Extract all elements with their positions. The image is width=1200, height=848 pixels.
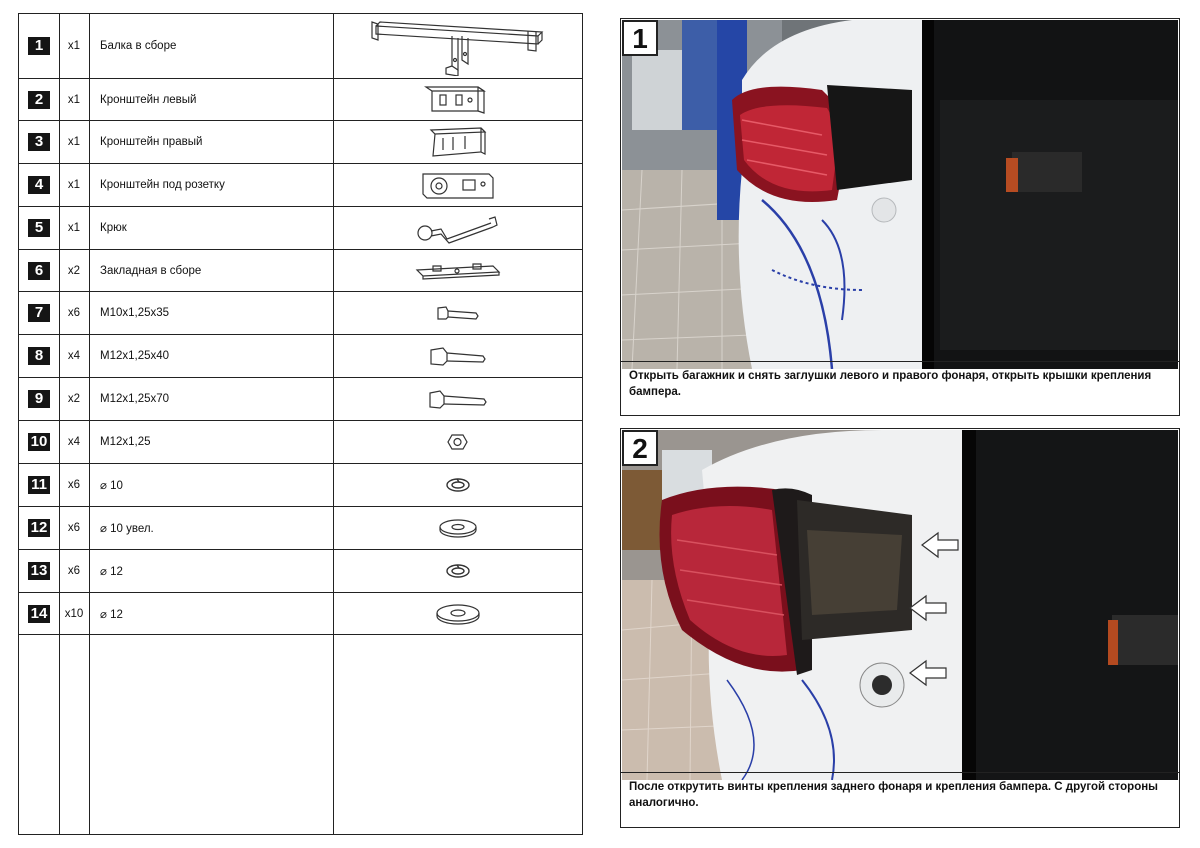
part-name: M12x1,25x70 — [100, 393, 170, 405]
step-caption: После открутить винты крепления заднего фонаря и крепления бампера. С другой стороны аналогично. — [621, 772, 1179, 827]
right-bracket-icon — [423, 124, 493, 160]
part-number: 13 — [28, 562, 50, 580]
table-row — [19, 464, 582, 507]
part-number: 10 — [28, 433, 50, 451]
mounting-plate-icon — [413, 258, 503, 284]
part-name: ⌀ 12 — [100, 566, 123, 578]
part-quantity: x1 — [67, 93, 81, 106]
part-name: M12x1,25 — [100, 436, 151, 448]
part-quantity: x6 — [67, 522, 81, 534]
table-row — [19, 593, 582, 635]
table-row — [19, 292, 582, 335]
bolt-long-icon — [428, 387, 488, 411]
tow-beam-icon — [358, 16, 558, 76]
part-quantity: x1 — [67, 136, 81, 148]
part-name: M12x1,25x40 — [100, 350, 170, 362]
part-number: 3 — [28, 133, 50, 151]
part-quantity: x4 — [67, 436, 81, 448]
part-name: Кронштейн под розетку — [100, 179, 225, 191]
part-quantity: x1 — [67, 179, 81, 191]
part-name: ⌀ 10 увел. — [100, 523, 154, 535]
table-row — [19, 121, 582, 164]
table-row — [19, 207, 582, 250]
part-number: 5 — [28, 219, 50, 237]
spring-washer-icon — [443, 476, 473, 494]
instruction-step-1 — [620, 18, 1180, 416]
part-number: 6 — [28, 262, 50, 280]
part-quantity: x6 — [67, 479, 81, 491]
part-number: 12 — [28, 519, 50, 537]
part-quantity: x1 — [67, 222, 81, 234]
step-caption: Открыть багажник и снять заглушки левого и правого фонаря, открыть крышки крепления бампера. — [621, 361, 1179, 415]
flat-washer-icon — [435, 603, 481, 625]
part-quantity: x4 — [67, 350, 81, 362]
part-name: Кронштейн левый — [100, 93, 197, 106]
left-bracket-icon — [418, 83, 498, 117]
bolt-icon — [436, 303, 480, 323]
part-quantity: x2 — [67, 393, 81, 405]
part-name: Балка в сборе — [100, 40, 177, 52]
spring-washer-icon — [443, 562, 473, 580]
table-row — [19, 378, 582, 421]
part-number: 2 — [28, 91, 50, 109]
table-row — [19, 507, 582, 550]
table-row — [19, 79, 582, 121]
part-name: ⌀ 10 — [100, 480, 123, 492]
part-number: 14 — [28, 605, 50, 623]
table-row — [19, 250, 582, 292]
step-number: 2 — [622, 430, 658, 466]
part-number: 1 — [28, 37, 50, 55]
table-row — [19, 14, 582, 79]
instruction-step-2 — [620, 428, 1180, 828]
part-number: 8 — [28, 347, 50, 365]
flat-washer-icon — [438, 518, 478, 538]
part-quantity: x6 — [67, 565, 81, 577]
step-number: 1 — [622, 20, 658, 56]
part-quantity: x6 — [67, 307, 81, 319]
part-name: Кронштейн правый — [100, 136, 203, 148]
nut-icon — [447, 432, 469, 452]
table-row — [19, 335, 582, 378]
part-name: Крюк — [100, 222, 127, 234]
part-number: 7 — [28, 304, 50, 322]
table-row — [19, 421, 582, 464]
part-quantity: x1 — [67, 40, 81, 52]
part-quantity: x2 — [67, 264, 81, 277]
bolt-icon — [429, 344, 487, 368]
part-name: Закладная в сборе — [100, 264, 202, 277]
step-1-photo — [622, 20, 1178, 369]
part-name: M10x1,25x35 — [100, 307, 170, 319]
socket-bracket-icon — [413, 166, 503, 204]
part-number: 11 — [28, 476, 50, 494]
part-number: 9 — [28, 390, 50, 408]
step-2-photo — [622, 430, 1178, 780]
table-row — [19, 550, 582, 593]
tow-hook-icon — [413, 211, 503, 245]
part-number: 4 — [28, 176, 50, 194]
parts-table — [18, 13, 583, 835]
part-quantity: x10 — [64, 607, 84, 620]
table-row — [19, 164, 582, 207]
part-name: ⌀ 12 — [100, 608, 123, 621]
